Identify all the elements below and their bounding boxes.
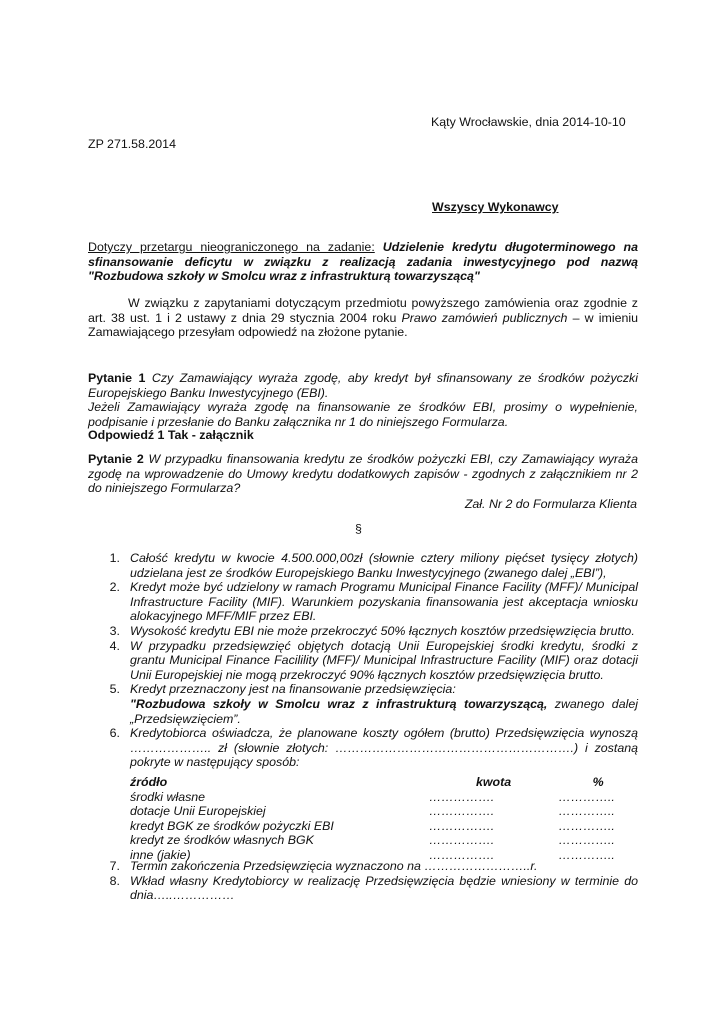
place-date: Kąty Wrocławskie, dnia 2014-10-10 bbox=[431, 115, 626, 129]
table-row bbox=[130, 819, 638, 834]
answer-1: Odpowiedź 1 Tak - załącznik bbox=[88, 428, 254, 442]
list-item bbox=[88, 874, 638, 903]
question-2-label: Pytanie 2 bbox=[88, 452, 144, 466]
intro-paragraph bbox=[88, 296, 638, 340]
list-item-number: 7. bbox=[109, 859, 120, 873]
list-item bbox=[88, 551, 638, 580]
list-item-text: Termin zakończenia Przedsięwzięcia wyznaczono na ……………………..r. bbox=[130, 859, 538, 873]
list-item-text: Kredyt może być udzielony w ramach Programu Municipal Finance Facility (MFF)/ Municipal Infrastructure Facility (MIF). Warunkiem pozyskania finansowania jest akceptacja wniosku alokacyjnego MFF/MIF przez EBI. bbox=[130, 580, 638, 624]
project-name: "Rozbudowa szkoły w Smolcu wraz z infrastrukturą towarzyszącą, bbox=[130, 696, 548, 711]
column-header-source: źródło bbox=[130, 775, 168, 789]
list-item-text: Wkład własny Kredytobiorcy w realizację Przedsięwzięcia będzie wniesiony w terminie do dnia…..…………… bbox=[130, 873, 638, 903]
numbered-list bbox=[88, 551, 638, 770]
list-item bbox=[88, 726, 638, 770]
column-header-percent: % bbox=[592, 775, 604, 789]
list-item bbox=[88, 580, 638, 624]
list-item-number: 6. bbox=[109, 726, 120, 741]
table-cell-amount: ……………. bbox=[428, 789, 495, 804]
table-cell-source: inne (jakie) bbox=[130, 847, 191, 862]
question-2-text: W przypadku finansowania kredytu ze środków pożyczki EBI, czy Zamawiający wyraża zgodę na wprowadzenie do Umowy kredytu dodatkowych zapisów - zgodnych z załącznikiem nr 2 do niniejszego Formularza? bbox=[88, 452, 638, 496]
intro-text-2: – w imieniu Zamawiającego przesyłam odpowiedź na złożone pytanie. bbox=[88, 310, 638, 340]
table-cell-percent: ………….. bbox=[558, 833, 615, 848]
subject-title: Udzielenie kredytu długoterminowego na sfinansowanie deficytu w związku z realizacją zadania inwestycyjnego pod nazwą "Rozbudowa szkoły w Smolcu wraz z infrastrukturą towarzyszącą" bbox=[88, 240, 638, 284]
list-item-text: Całość kredytu w kwocie 4.500.000,00zł (słownie cztery miliony pięćset tysięcy złotych) udzielana jest ze środków Europejskiego Banku Inwestycyjnego (zwanego dalej „EBI”), bbox=[130, 551, 638, 580]
intro-law-name: Prawo zamówień publicznych bbox=[401, 310, 568, 325]
funding-sources-table bbox=[130, 775, 638, 863]
table-header-row bbox=[130, 775, 638, 790]
table-row bbox=[130, 804, 638, 819]
table-cell-source: dotacje Unii Europejskiej bbox=[130, 804, 266, 819]
list-item bbox=[88, 682, 638, 726]
list-item-number: 8. bbox=[109, 873, 120, 888]
question-1-text-2: Jeżeli Zamawiający wyraża zgodę na finansowanie ze środków EBI, prosimy o wypełnienie, podpisanie i przesłanie do Banku załącznika nr 1 do niniejszego Formularza. bbox=[88, 400, 638, 429]
list-item-number: 3. bbox=[109, 623, 120, 638]
list-item-number: 1. bbox=[109, 551, 120, 565]
table-cell-source: środki własne bbox=[130, 789, 206, 804]
attachment-note: Zał. Nr 2 do Formularza Klienta bbox=[464, 497, 637, 511]
list-item-number: 2. bbox=[109, 580, 120, 595]
table-cell-amount: ……………. bbox=[428, 833, 495, 848]
table-row bbox=[130, 833, 638, 848]
paragraph-sign: § bbox=[355, 522, 362, 536]
subject-lead: Dotyczy przetargu nieograniczonego na zadanie: bbox=[88, 240, 375, 254]
table-row bbox=[130, 790, 638, 805]
list-item-text: Kredyt przeznaczony jest na finansowanie przedsięwzięcia: bbox=[130, 682, 456, 697]
question-1 bbox=[88, 371, 638, 429]
table-cell-source: kredyt ze środków własnych BGK bbox=[130, 833, 314, 848]
list-item-text: Kredytobiorca oświadcza, że planowane koszty ogółem (brutto) Przedsięwzięcia wynoszą ……………….. zł (słownie złotych: ………………………………………………….) i zostaną pokryte w następujący sposób: bbox=[130, 726, 638, 770]
table-cell-amount: ……………. bbox=[428, 818, 495, 833]
list-item-text: W przypadku przedsięwzięć objętych dotacją Unii Europejskiej środki kredytu, środki z grantu Municipal Finance Facilility (MFF)/ Municipal Infrastructure Facility (MIF) oraz dotacji Unii Europejskiej nie mogą przekroczyć 90% łącznych kosztów przedsięwzięcia brutto. bbox=[130, 638, 638, 682]
table-cell-percent: ………….. bbox=[558, 789, 615, 804]
subject bbox=[88, 240, 638, 284]
table-cell-source: kredyt BGK ze środków pożyczki EBI bbox=[130, 818, 334, 833]
table-cell-percent: ………….. bbox=[558, 847, 615, 862]
table-cell-amount: ……………. bbox=[428, 804, 495, 819]
list-item-text-rest: zwanego dalej „Przedsięwzięciem”. bbox=[130, 696, 638, 726]
question-1-text: Czy Zamawiający wyraża zgodę, aby kredyt był sfinansowany ze środków pożyczki Europejskiego Banku Inwestycyjnego (EBI). bbox=[88, 371, 638, 400]
table-cell-percent: ………….. bbox=[558, 818, 615, 833]
reference-number: ZP 271.58.2014 bbox=[88, 137, 176, 151]
list-item bbox=[88, 639, 638, 683]
addressee: Wszyscy Wykonawcy bbox=[432, 200, 559, 214]
list-item-number: 5. bbox=[109, 682, 120, 697]
column-header-amount: kwota bbox=[476, 775, 512, 789]
list-item bbox=[88, 859, 638, 874]
list-item bbox=[88, 624, 638, 639]
numbered-list-continued bbox=[88, 859, 638, 903]
question-1-label: Pytanie 1 bbox=[88, 371, 146, 385]
question-2 bbox=[88, 452, 638, 496]
intro-text-1: W związku z zapytaniami dotyczącym przedmiotu powyższego zamówienia oraz zgodnie z art. 38 ust. 1 i 2 ustawy z dnia 29 stycznia 2004 roku bbox=[88, 296, 638, 325]
list-item-text: Wysokość kredytu EBI nie może przekroczyć 50% łącznych kosztów przedsięwzięcia brutto. bbox=[130, 623, 635, 638]
table-cell-percent: ………….. bbox=[558, 804, 615, 819]
list-item-number: 4. bbox=[109, 638, 120, 653]
table-cell-amount: ……………. bbox=[428, 847, 495, 862]
